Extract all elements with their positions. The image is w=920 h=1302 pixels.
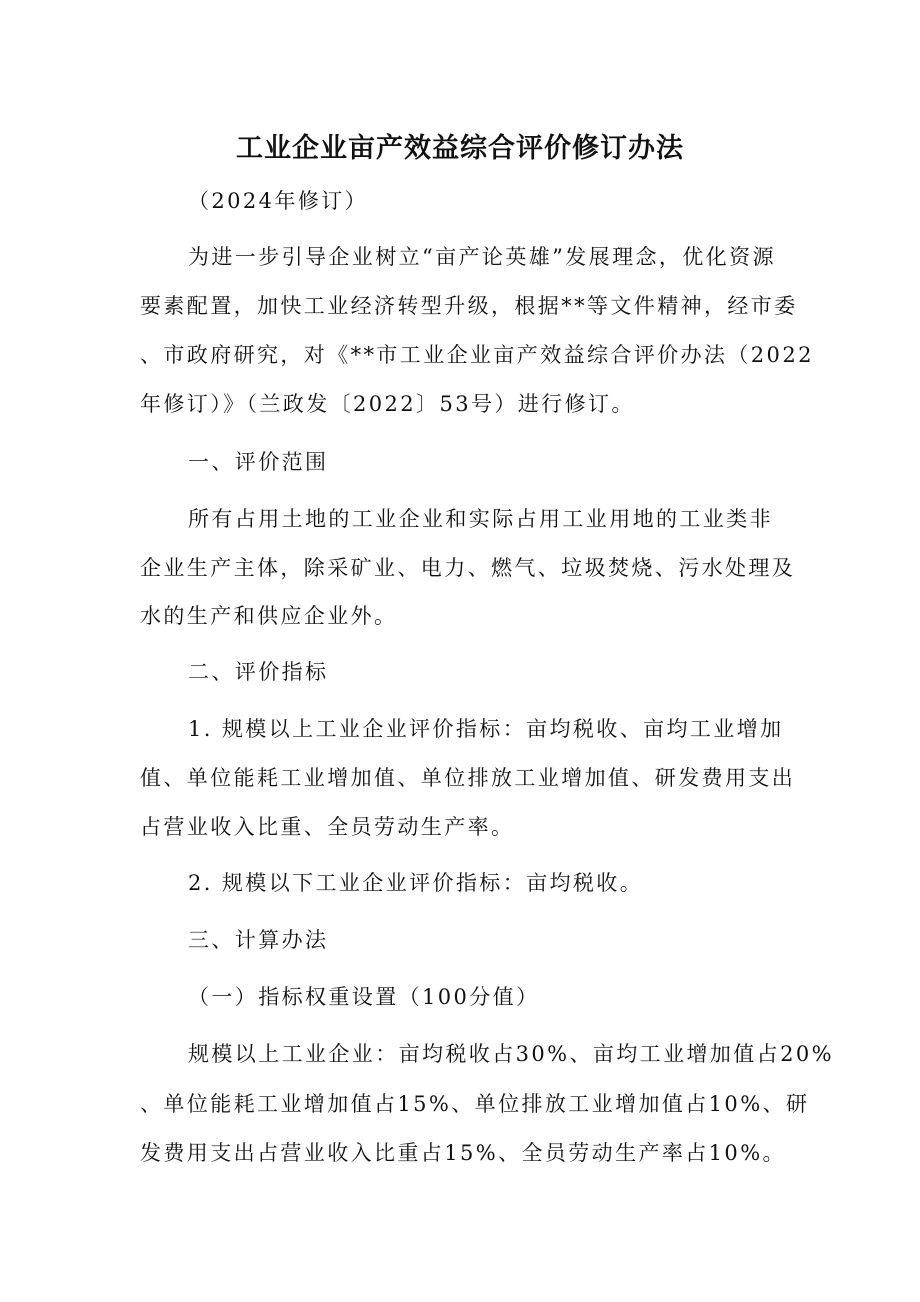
revision-note: （2024年修订） <box>188 189 369 213</box>
intro-line-1: 为进一步引导企业树立“亩产论英雄”发展理念，优化资源 <box>188 245 776 269</box>
scope-line-1: 所有占用土地的工业企业和实际占用工业用地的工业类非 <box>188 507 773 531</box>
section-heading-method: 三、计算办法 <box>188 928 329 952</box>
document-title: 工业企业亩产效益综合评价修订办法 <box>236 133 684 164</box>
indicators-item1-line-1: 1. 规模以上工业企业评价指标：亩均税收、亩均工业增加 <box>188 717 784 741</box>
weights-line-3: 发费用支出占营业收入比重占15%、全员劳动生产率占10%。 <box>140 1141 786 1165</box>
weights-line-1: 规模以上工业企业：亩均税收占30%、亩均工业增加值占20% <box>188 1042 834 1066</box>
section-heading-scope: 一、评价范围 <box>188 450 329 474</box>
intro-line-3: 、市政府研究，对《**市工业企业亩产效益综合评价办法（2022 <box>140 343 814 367</box>
intro-line-2: 要素配置，加快工业经济转型升级，根据**等文件精神，经市委 <box>140 294 798 318</box>
scope-line-2: 企业生产主体，除采矿业、电力、燃气、垃圾焚烧、污水处理及 <box>140 556 796 580</box>
section-heading-indicators: 二、评价指标 <box>188 660 329 684</box>
weights-line-2: 、单位能耗工业增加值占15%、单位排放工业增加值占10%、研 <box>140 1092 810 1116</box>
indicators-item1-line-2: 值、单位能耗工业增加值、单位排放工业增加值、研发费用支出 <box>140 766 796 790</box>
indicators-item1-line-3: 占营业收入比重、全员劳动生产率。 <box>140 815 515 839</box>
intro-line-4: 年修订）》（兰政发〔2022〕53号）进行修订。 <box>140 392 635 416</box>
indicators-item2: 2. 规模以下工业企业评价指标：亩均税收。 <box>188 871 644 895</box>
method-subheading: （一）指标权重设置（100分值） <box>188 985 540 1009</box>
scope-line-3: 水的生产和供应企业外。 <box>140 604 398 628</box>
